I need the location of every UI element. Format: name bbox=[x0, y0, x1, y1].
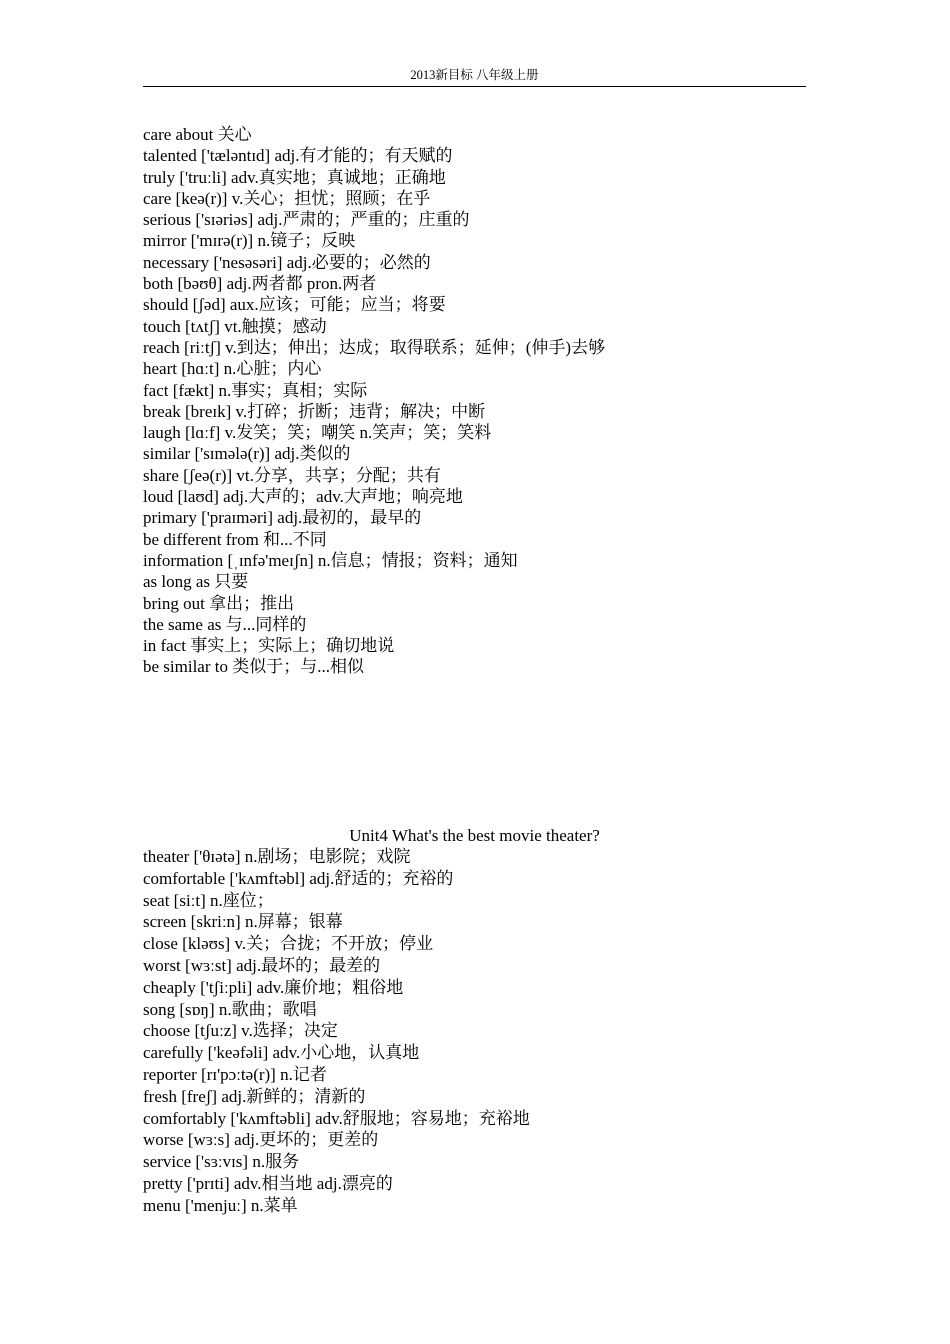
vocab-line: touch [tʌtʃ] vt.触摸；感动 bbox=[143, 316, 327, 336]
vocab-line: break [breɪk] v.打碎；折断；违背；解决；中断 bbox=[143, 401, 486, 421]
vocab-line: comfortable ['kʌmftəbl] adj.舒适的；充裕的 bbox=[143, 868, 454, 888]
vocab-line: choose [tʃuːz] v.选择；决定 bbox=[143, 1021, 338, 1041]
unit-title: Unit4 What's the best movie theater? bbox=[349, 826, 600, 845]
vocab-line: in fact 事实上；实际上；确切地说 bbox=[143, 636, 395, 656]
vocab-line: be different from 和...不同 bbox=[143, 529, 327, 549]
header-text: 2013新目标 八年级上册 bbox=[410, 68, 539, 82]
vocab-line: song [sɒŋ] n.歌曲；歌唱 bbox=[143, 999, 317, 1019]
vocab-line: truly ['truːli] adv.真实地；真诚地；正确地 bbox=[143, 167, 446, 187]
vocab-line: bring out 拿出；推出 bbox=[143, 593, 295, 613]
vocab-line: care about 关心 bbox=[143, 125, 252, 144]
vocab-line: seat [siːt] n.座位； bbox=[143, 890, 274, 910]
vocab-line: pretty ['prɪti] adv.相当地 adj.漂亮的 bbox=[143, 1173, 393, 1193]
vocab-list-unit4 bbox=[143, 846, 530, 1217]
vocab-line: mirror ['mɪrə(r)] n.镜子；反映 bbox=[143, 231, 356, 251]
vocab-line: as long as 只要 bbox=[143, 572, 249, 592]
vocab-line: screen [skriːn] n.屏幕；银幕 bbox=[143, 912, 343, 932]
vocab-line: should [ʃəd] aux.应该；可能；应当；将要 bbox=[143, 295, 446, 315]
vocab-line: cheaply ['tʃiːpli] adv.廉价地；粗俗地 bbox=[143, 977, 404, 997]
vocab-line: the same as 与...同样的 bbox=[143, 614, 307, 634]
vocab-line: talented ['tæləntɪd] adj.有才能的；有天赋的 bbox=[143, 146, 453, 166]
vocab-line: close [kləʊs] v.关；合拢；不开放；停业 bbox=[143, 934, 434, 954]
vocab-line: information [ˌɪnfə'meɪʃn] n.信息；情报；资料；通知 bbox=[143, 550, 518, 570]
vocab-line: care [keə(r)] v.关心；担忧；照顾；在乎 bbox=[143, 188, 431, 208]
vocab-line: both [bəʊθ] adj.两者都 pron.两者 bbox=[143, 274, 377, 294]
vocab-line: primary ['praɪməri] adj.最初的，最早的 bbox=[143, 508, 422, 528]
vocab-line: menu ['menjuː] n.菜单 bbox=[143, 1195, 298, 1215]
vocab-line: reach [riːtʃ] v.到达；伸出；达成；取得联系；延伸；(伸手)去够 bbox=[143, 337, 606, 357]
vocab-line: heart [hɑːt] n.心脏；内心 bbox=[143, 359, 322, 379]
vocab-line: theater ['θɪətə] n.剧场；电影院；戏院 bbox=[143, 847, 411, 866]
vocab-line: be similar to 类似于；与...相似 bbox=[143, 657, 364, 677]
vocab-line: loud [laʊd] adj.大声的；adv.大声地；响亮地 bbox=[143, 487, 463, 507]
vocab-line: worse [wɜːs] adj.更坏的；更差的 bbox=[143, 1130, 379, 1150]
vocab-line: comfortably ['kʌmftəbli] adv.舒服地；容易地；充裕地 bbox=[143, 1108, 530, 1128]
vocab-line: reporter [rɪ'pɔːtə(r)] n.记者 bbox=[143, 1064, 327, 1084]
vocab-list-section1 bbox=[143, 124, 605, 678]
vocab-line: serious ['sɪəriəs] adj.严肃的；严重的；庄重的 bbox=[143, 210, 470, 230]
vocab-line: laugh [lɑːf] v.发笑；笑；嘲笑 n.笑声；笑；笑料 bbox=[143, 423, 492, 443]
vocab-line: service ['sɜːvɪs] n.服务 bbox=[143, 1152, 300, 1172]
vocab-line: share [ʃeə(r)] vt.分享，共享；分配；共有 bbox=[143, 465, 441, 485]
vocab-line: necessary ['nesəsəri] adj.必要的；必然的 bbox=[143, 252, 431, 272]
vocab-line: fresh [freʃ] adj.新鲜的；清新的 bbox=[143, 1086, 366, 1106]
vocab-line: similar ['sɪmələ(r)] adj.类似的 bbox=[143, 444, 351, 464]
page-header bbox=[143, 66, 806, 87]
vocab-line: carefully ['keəfəli] adv.小心地，认真地 bbox=[143, 1043, 420, 1063]
vocab-line: worst [wɜːst] adj.最坏的；最差的 bbox=[143, 955, 381, 975]
vocab-line: fact [fækt] n.事实；真相；实际 bbox=[143, 380, 368, 400]
